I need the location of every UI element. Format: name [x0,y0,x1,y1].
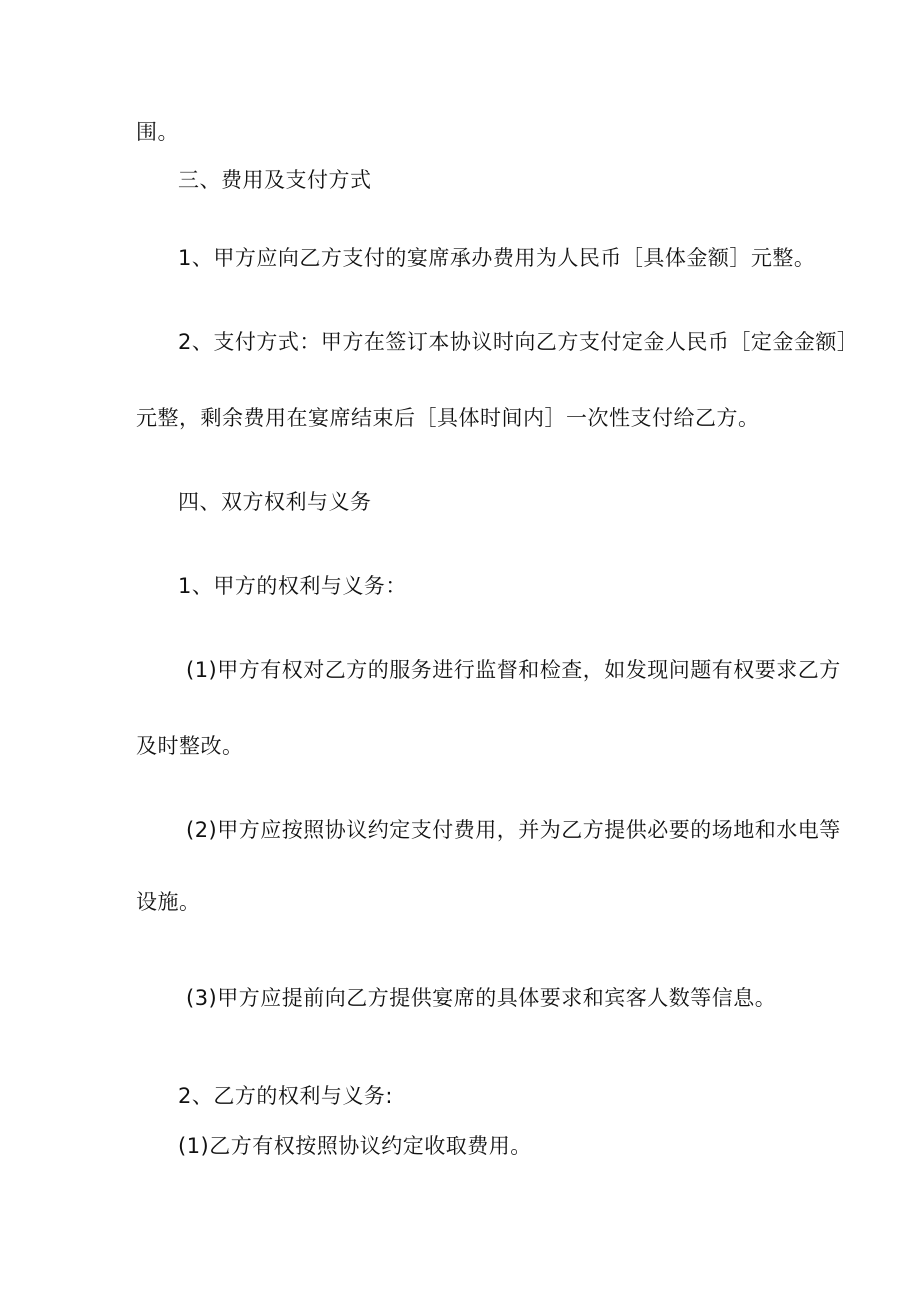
item-party-a-1-continued: 及时整改。 [136,734,244,758]
item-party-a-2-continued: 设施。 [136,890,201,914]
item-party-a-2: (2)甲方应按照协议约定支付费用，并为乙方提供必要的场地和水电等 [186,818,841,842]
subheading-party-b-rights: 2、乙方的权利与义务: [178,1084,393,1108]
section-heading-fees-payment: 三、费用及支付方式 [178,168,372,192]
clause-fee-amount: 1、甲方应向乙方支付的宴席承办费用为人民币［具体金额］元整。 [178,246,816,270]
section-heading-rights-obligations: 四、双方权利与义务 [178,490,372,514]
text-line-continuation-scope: 围。 [136,120,179,144]
item-party-a-3: (3)甲方应提前向乙方提供宴席的具体要求和宾客人数等信息。 [186,986,777,1010]
item-party-a-1: (1)甲方有权对乙方的服务进行监督和检查，如发现问题有权要求乙方 [186,658,841,682]
item-party-b-1: (1)乙方有权按照协议约定收取费用。 [178,1134,532,1158]
clause-payment-method: 2、支付方式：甲方在签订本协议时向乙方支付定金人民币［定金金额］ [178,330,859,354]
clause-payment-method-continued: 元整，剩余费用在宴席结束后［具体时间内］一次性支付给乙方。 [136,406,760,430]
subheading-party-a-rights: 1、甲方的权利与义务： [178,574,407,598]
